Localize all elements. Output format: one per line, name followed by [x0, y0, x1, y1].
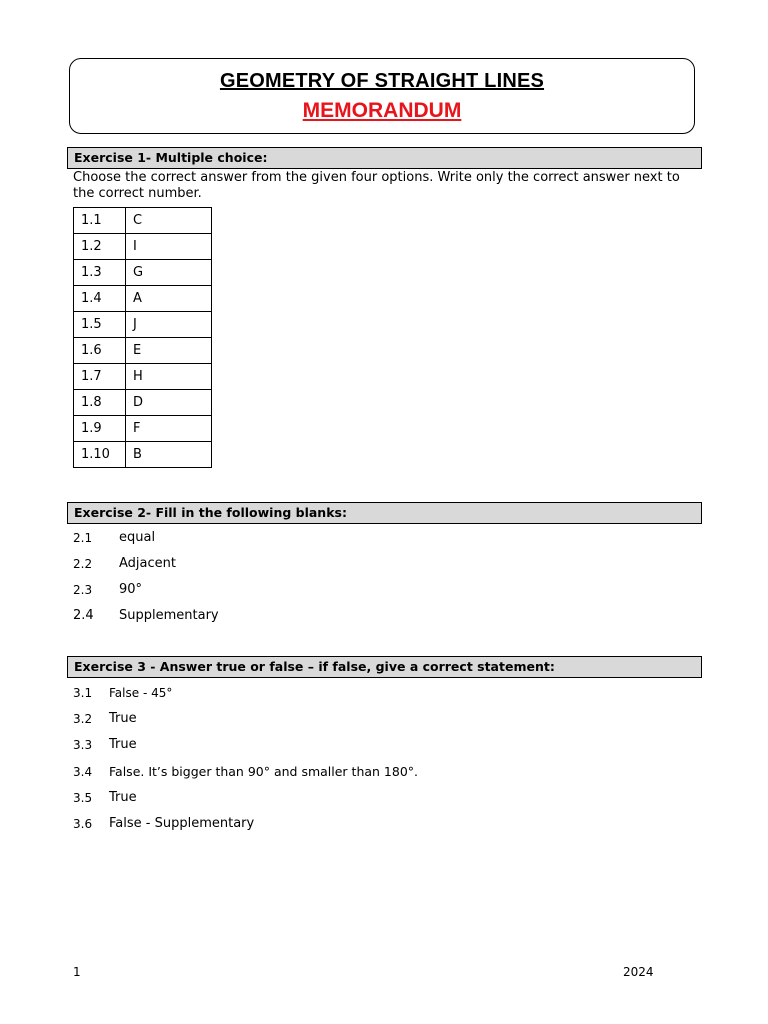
- question-number: 2.1: [73, 531, 93, 545]
- question-number: 1.4: [74, 286, 126, 312]
- answer-value: A: [126, 286, 212, 312]
- question-number: 1.9: [74, 416, 126, 442]
- table-row: [74, 416, 212, 442]
- table-row: [74, 260, 212, 286]
- table-row: [74, 286, 212, 312]
- question-number: 2.3: [73, 583, 93, 597]
- question-number: 1.10: [74, 442, 126, 468]
- answer-value: True: [109, 711, 137, 726]
- answer-value: Supplementary: [119, 608, 219, 623]
- answer-value: I: [126, 234, 212, 260]
- table-row: [74, 364, 212, 390]
- question-number: 1.2: [74, 234, 126, 260]
- question-number: 3.2: [73, 712, 93, 726]
- exercise3-header: Exercise 3 - Answer true or false – if false, give a correct statement:: [67, 656, 702, 678]
- question-number: 3.3: [73, 738, 93, 752]
- table-row: [74, 234, 212, 260]
- question-number: 1.5: [74, 312, 126, 338]
- answer-value: D: [126, 390, 212, 416]
- table-row: [74, 390, 212, 416]
- answer-value: False - Supplementary: [109, 816, 255, 831]
- exercise1-answer-table: [73, 207, 212, 468]
- table-row: [74, 338, 212, 364]
- title-box: [69, 58, 695, 134]
- table-row: [74, 312, 212, 338]
- question-number: 3.1: [73, 686, 93, 700]
- answer-value: J: [126, 312, 212, 338]
- memorandum-subtitle: MEMORANDUM: [302, 99, 462, 122]
- footer-year: 2024: [623, 965, 654, 979]
- answer-value: B: [126, 442, 212, 468]
- answer-value: Adjacent: [119, 556, 176, 571]
- answer-value: True: [109, 790, 137, 805]
- answer-value: False - 45°: [109, 686, 173, 700]
- question-number: 1.8: [74, 390, 126, 416]
- table-row: [74, 442, 212, 468]
- question-number: 3.5: [73, 791, 93, 805]
- question-number: 2.4: [73, 608, 94, 623]
- answer-value: equal: [119, 530, 156, 545]
- answer-value: 90°: [119, 582, 143, 597]
- question-number: 1.7: [74, 364, 126, 390]
- question-number: 3.4: [73, 765, 93, 779]
- answer-value: C: [126, 208, 212, 234]
- exercise1-instructions: Choose the correct answer from the given four options. Write only the correct answer next to the correct number.: [73, 170, 680, 201]
- question-number: 1.1: [74, 208, 126, 234]
- question-number: 2.2: [73, 557, 93, 571]
- answer-value: H: [126, 364, 212, 390]
- question-number: 1.3: [74, 260, 126, 286]
- exercise1-header: Exercise 1- Multiple choice:: [67, 147, 702, 169]
- table-row: [74, 208, 212, 234]
- answer-value: F: [126, 416, 212, 442]
- exercise2-header: Exercise 2- Fill in the following blanks:: [67, 502, 702, 524]
- question-number: 1.6: [74, 338, 126, 364]
- question-number: 3.6: [73, 817, 93, 831]
- answer-value: E: [126, 338, 212, 364]
- document-title: GEOMETRY OF STRAIGHT LINES: [219, 70, 545, 92]
- answer-value: True: [109, 737, 137, 752]
- page-number: 1: [73, 965, 81, 979]
- answer-value: False. It’s bigger than 90° and smaller than 180°.: [109, 764, 419, 779]
- answer-value: G: [126, 260, 212, 286]
